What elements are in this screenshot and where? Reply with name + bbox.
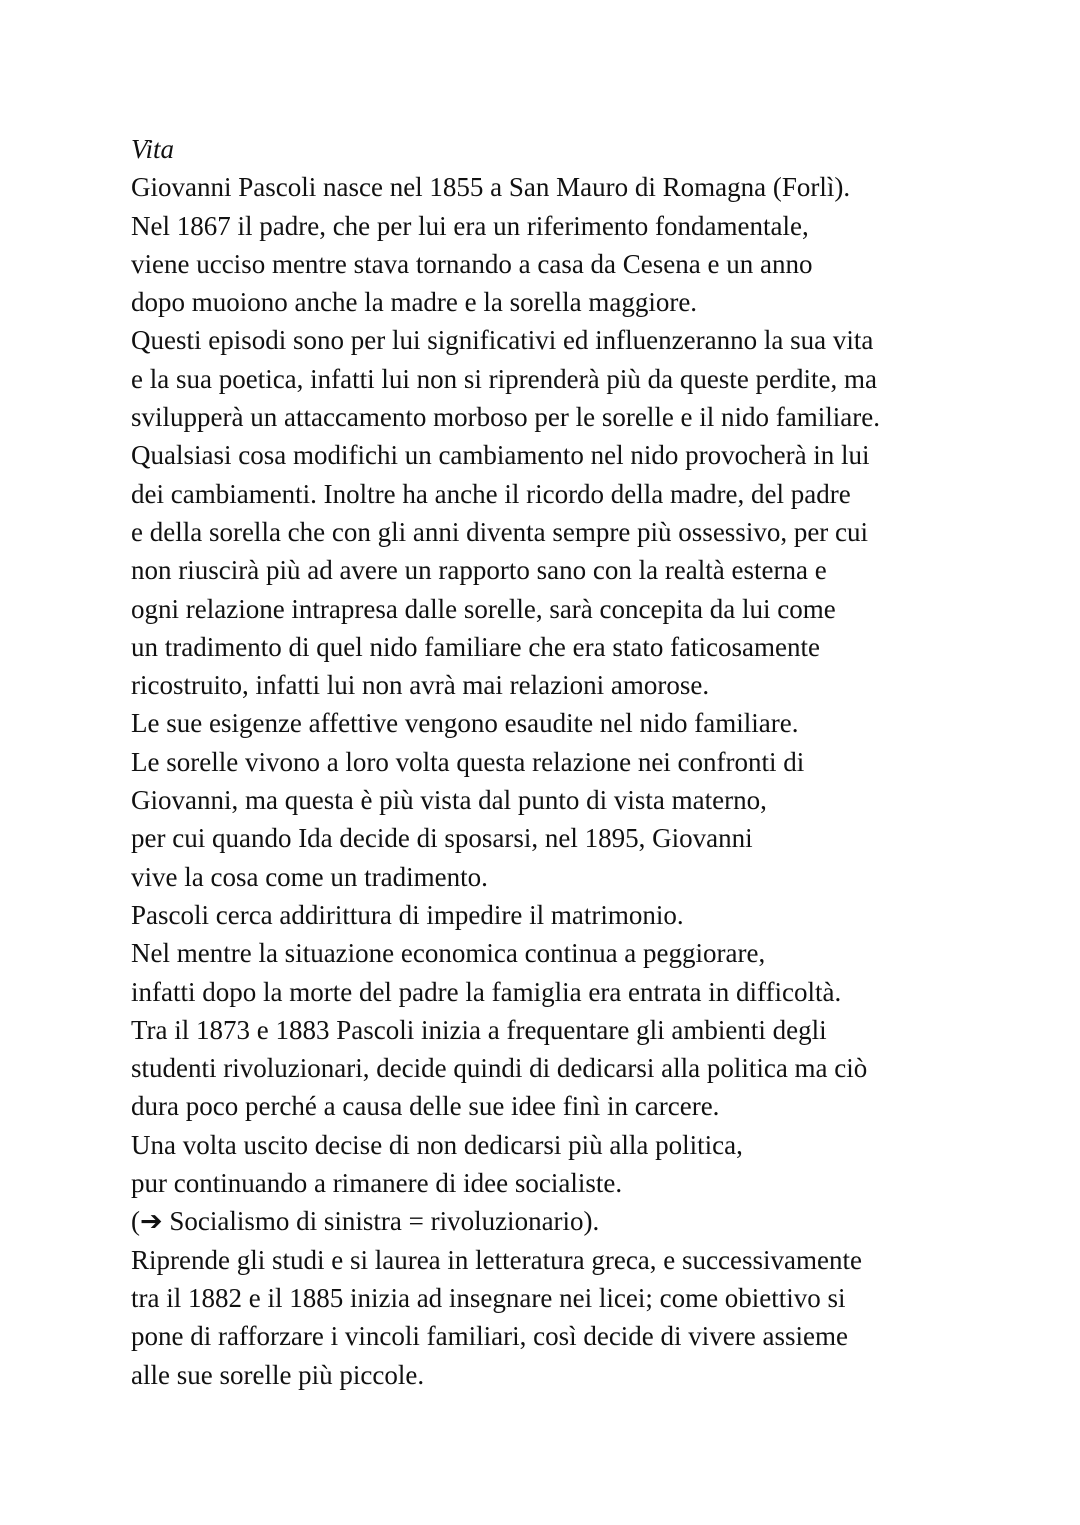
document-body [131, 130, 1031, 1394]
text-line: Pascoli cerca addirittura di impedire il matrimonio. [131, 899, 684, 930]
text-line: Nel mentre la situazione economica continua a peggiorare, [131, 938, 766, 969]
text-line: dei cambiamenti. Inoltre ha anche il ricordo della madre, del padre [131, 478, 851, 509]
text-line: pone di rafforzare i vincoli familiari, così decide di vivere assieme [131, 1321, 848, 1352]
text-line: e la sua poetica, infatti lui non si riprenderà più da queste perdite, ma [131, 363, 877, 394]
text-line: per cui quando Ida decide di sposarsi, nel 1895, Giovanni [131, 823, 753, 854]
text-line: ricostruito, infatti lui non avrà mai relazioni amorose. [131, 670, 710, 701]
text-line: Le sorelle vivono a loro volta questa relazione nei confronti di [131, 746, 805, 777]
text-line: (➔ Socialismo di sinistra = rivoluzionario). [131, 1206, 600, 1237]
text-line: vive la cosa come un tradimento. [131, 861, 488, 892]
text-line: alle sue sorelle più piccole. [131, 1359, 425, 1390]
text-line: Giovanni, ma questa è più vista dal punto di vista materno, [131, 785, 767, 816]
text-line: Le sue esigenze affettive vengono esaudite nel nido familiare. [131, 708, 799, 739]
text-line: tra il 1882 e il 1885 inizia ad insegnare nei licei; come obiettivo si [131, 1282, 846, 1313]
text-line: Giovanni Pascoli nasce nel 1855 a San Mauro di Romagna (Forlì). [131, 172, 851, 203]
text-line: un tradimento di quel nido familiare che era stato faticosamente [131, 631, 820, 662]
text-line: Riprende gli studi e si laurea in letteratura greca, e successivamente [131, 1244, 862, 1275]
text-line: dopo muoiono anche la madre e la sorella maggiore. [131, 287, 698, 318]
text-line: infatti dopo la morte del padre la famiglia era entrata in difficoltà. [131, 976, 842, 1007]
text-line: e della sorella che con gli anni diventa sempre più ossessivo, per cui [131, 516, 869, 547]
text-line: pur continuando a rimanere di idee socialiste. [131, 1168, 623, 1199]
text-line: viene ucciso mentre stava tornando a casa da Cesena e un anno [131, 248, 813, 279]
text-line: Qualsiasi cosa modifichi un cambiamento nel nido provocherà in lui [131, 440, 870, 471]
text-line: Tra il 1873 e 1883 Pascoli inizia a frequentare gli ambienti degli [131, 1014, 827, 1045]
section-title: Vita [131, 134, 174, 164]
text-line: svilupperà un attaccamento morboso per le sorelle e il nido familiare. [131, 402, 880, 433]
text-line: Nel 1867 il padre, che per lui era un riferimento fondamentale, [131, 210, 809, 241]
text-line: non riuscirà più ad avere un rapporto sano con la realtà esterna e [131, 555, 827, 586]
text-line: dura poco perché a causa delle sue idee finì in carcere. [131, 1091, 720, 1122]
text-line: Una volta uscito decise di non dedicarsi più alla politica, [131, 1129, 743, 1160]
text-line: ogni relazione intrapresa dalle sorelle, sarà concepita da lui come [131, 593, 836, 624]
text-line: Questi episodi sono per lui significativi ed influenzeranno la sua vita [131, 325, 874, 356]
text-line: studenti rivoluzionari, decide quindi di dedicarsi alla politica ma ciò [131, 1053, 868, 1084]
